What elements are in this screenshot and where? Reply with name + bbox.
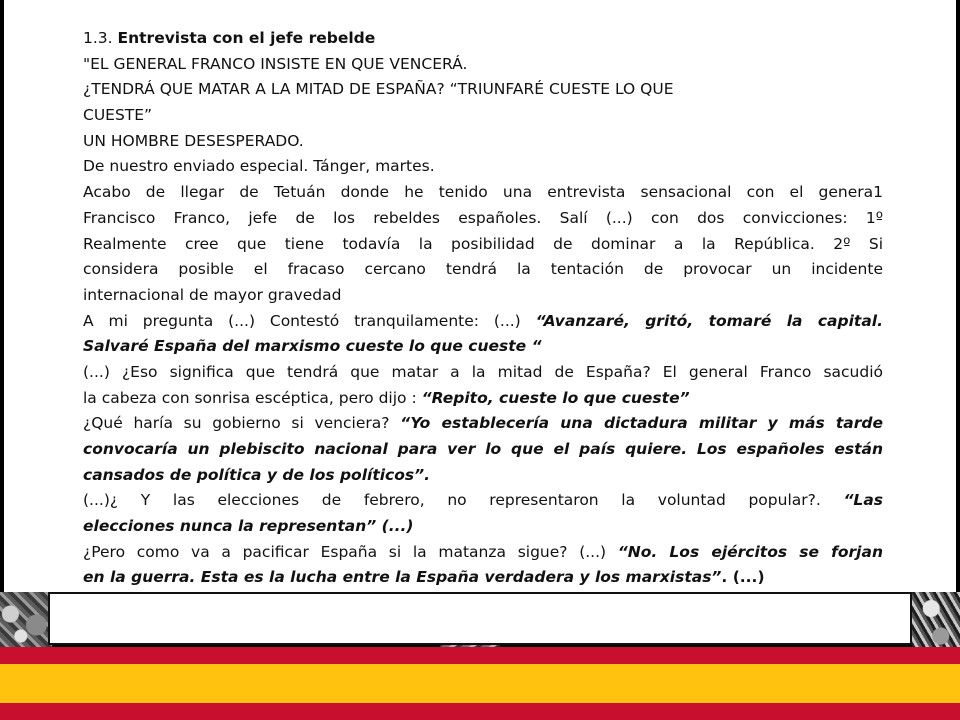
paragraph-3-quote: “Repito, cueste lo que cueste” bbox=[421, 388, 690, 407]
paragraph-2-quote: “Avanzaré, gritó, tomaré la capital. bbox=[535, 311, 883, 330]
paragraph-4-line-2: convocaría un plebiscito nacional para ver lo que el país quiere. Los españoles están bbox=[83, 440, 883, 458]
heading bbox=[83, 26, 883, 52]
flag-yellow-band bbox=[0, 664, 960, 703]
paragraph-6-quote-end: en la guerra. Esta es la lucha entre la España verdadera y los marxistas” bbox=[83, 568, 722, 587]
flag-red-band-bottom bbox=[0, 703, 960, 720]
headline-line-2: ¿TENDRÁ QUE MATAR A LA MITAD DE ESPAÑA? “TRIUNFARÉ CUESTE LO QUE bbox=[83, 80, 674, 99]
paragraph-5-text: (...)¿ Y las elecciones de febrero, no representaron la voluntad popular?. bbox=[83, 491, 844, 510]
paragraph-5-line-1 bbox=[83, 488, 883, 514]
paragraph-1-line-5: internacional de mayor gravedad bbox=[83, 285, 342, 304]
paragraph-6-quote: “No. Los ejércitos se forjan bbox=[617, 542, 883, 561]
paragraph-6-line-2 bbox=[83, 565, 883, 591]
document-page bbox=[4, 0, 956, 592]
paragraph-5-line-2: elecciones nunca la representan” (...) bbox=[83, 517, 414, 536]
paragraph-3-line-1: (...) ¿Eso significa que tendrá que matar a la mitad de España? El general Franco sacudió bbox=[83, 362, 883, 381]
paragraph-3-line-2 bbox=[83, 386, 883, 412]
paragraph-4-quote: “Yo establecería una dictadura militar y más tarde bbox=[400, 414, 883, 433]
blank-caption-box bbox=[48, 592, 912, 645]
paragraph-4-line-3: cansados de política y de los políticos”. bbox=[83, 465, 430, 484]
paragraph-6-tail: . (...) bbox=[721, 568, 765, 587]
heading-title: Entrevista con el jefe rebelde bbox=[117, 29, 376, 47]
paragraph-4-text: ¿Qué haría su gobierno si venciera? bbox=[83, 414, 401, 433]
paragraph-1-line-1: Acabo de llegar de Tetuán donde he tenido una entrevista sensacional con el genera1 bbox=[83, 183, 883, 202]
paragraph-4-line-1 bbox=[83, 411, 883, 437]
paragraph-2-line-2: Salvaré España del marxismo cueste lo que cueste “ bbox=[83, 337, 542, 356]
paragraph-1-line-2: Francisco Franco, jefe de los rebeldes españoles. Salí (...) con dos convicciones: 1º bbox=[83, 208, 883, 227]
paragraph-3-text: la cabeza con sonrisa escéptica, pero dijo : bbox=[83, 388, 422, 407]
dateline: De nuestro enviado especial. Tánger, martes. bbox=[83, 157, 435, 176]
photo-fragment-right bbox=[912, 592, 960, 647]
paragraph-2-text: A mi pregunta (...) Contestó tranquilamente: (...) bbox=[83, 311, 536, 330]
headline-line-4: UN HOMBRE DESESPERADO. bbox=[83, 131, 304, 150]
headline-line-3: CUESTE” bbox=[83, 106, 153, 125]
paragraph-6-text: ¿Pero como va a pacificar España si la matanza sigue? (...) bbox=[83, 542, 618, 561]
paragraph-5-quote: “Las bbox=[843, 491, 883, 510]
photo-fragment-left bbox=[0, 592, 52, 647]
headline-line-1: "EL GENERAL FRANCO INSISTE EN QUE VENCERÁ. bbox=[83, 54, 468, 73]
paragraph-2-line-1 bbox=[83, 309, 883, 335]
heading-number: 1.3. bbox=[83, 29, 113, 47]
flag-red-band-top bbox=[0, 647, 960, 664]
paragraph-6-line-1 bbox=[83, 540, 883, 566]
document-text bbox=[83, 26, 883, 591]
paragraph-1-line-4: considera posible el fracaso cercano tendrá la tentación de provocar un incidente bbox=[83, 260, 883, 279]
paragraph-1-line-3: Realmente cree que tiene todavía la posibilidad de dominar a la República. 2º Si bbox=[83, 234, 883, 253]
